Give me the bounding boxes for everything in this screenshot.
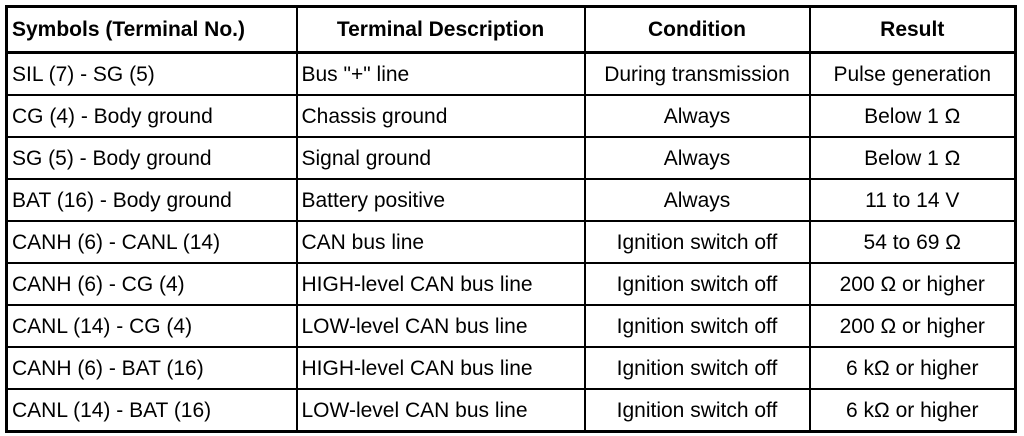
cell-result: 6 kΩ or higher [810, 389, 1016, 432]
cell-symbols: CANH (6) - CANL (14) [7, 221, 297, 263]
cell-description: HIGH-level CAN bus line [297, 347, 585, 389]
table-row [7, 263, 1016, 305]
cell-result: 200 Ω or higher [810, 263, 1016, 305]
cell-symbols: SIL (7) - SG (5) [7, 53, 297, 96]
terminal-spec-table [5, 5, 1017, 433]
cell-result: Below 1 Ω [810, 95, 1016, 137]
cell-condition: Ignition switch off [585, 263, 810, 305]
table-row [7, 95, 1016, 137]
cell-symbols: CG (4) - Body ground [7, 95, 297, 137]
cell-description: LOW-level CAN bus line [297, 305, 585, 347]
cell-symbols: SG (5) - Body ground [7, 137, 297, 179]
table-row [7, 221, 1016, 263]
cell-condition: Always [585, 179, 810, 221]
cell-result: 54 to 69 Ω [810, 221, 1016, 263]
table-row [7, 137, 1016, 179]
table-row [7, 347, 1016, 389]
terminal-spec-table-frame [5, 5, 1014, 429]
cell-condition: Ignition switch off [585, 305, 810, 347]
cell-condition: Always [585, 95, 810, 137]
cell-symbols: CANL (14) - BAT (16) [7, 389, 297, 432]
cell-condition: Ignition switch off [585, 389, 810, 432]
cell-symbols: CANH (6) - CG (4) [7, 263, 297, 305]
cell-condition: Always [585, 137, 810, 179]
header-description: Terminal Description [297, 7, 585, 53]
header-symbols: Symbols (Terminal No.) [7, 7, 297, 53]
cell-condition: Ignition switch off [585, 347, 810, 389]
cell-result: 6 kΩ or higher [810, 347, 1016, 389]
cell-condition: During transmission [585, 53, 810, 96]
header-result: Result [810, 7, 1016, 53]
cell-result: 200 Ω or higher [810, 305, 1016, 347]
table-row [7, 53, 1016, 96]
cell-condition: Ignition switch off [585, 221, 810, 263]
cell-description: CAN bus line [297, 221, 585, 263]
table-row [7, 179, 1016, 221]
cell-description: HIGH-level CAN bus line [297, 263, 585, 305]
cell-description: LOW-level CAN bus line [297, 389, 585, 432]
cell-symbols: BAT (16) - Body ground [7, 179, 297, 221]
cell-result: Below 1 Ω [810, 137, 1016, 179]
header-condition: Condition [585, 7, 810, 53]
table-row [7, 305, 1016, 347]
cell-symbols: CANH (6) - BAT (16) [7, 347, 297, 389]
cell-description: Bus "+" line [297, 53, 585, 96]
table-row [7, 389, 1016, 432]
cell-description: Chassis ground [297, 95, 585, 137]
cell-description: Signal ground [297, 137, 585, 179]
cell-description: Battery positive [297, 179, 585, 221]
cell-result: Pulse generation [810, 53, 1016, 96]
cell-result: 11 to 14 V [810, 179, 1016, 221]
header-row [7, 7, 1016, 53]
cell-symbols: CANL (14) - CG (4) [7, 305, 297, 347]
